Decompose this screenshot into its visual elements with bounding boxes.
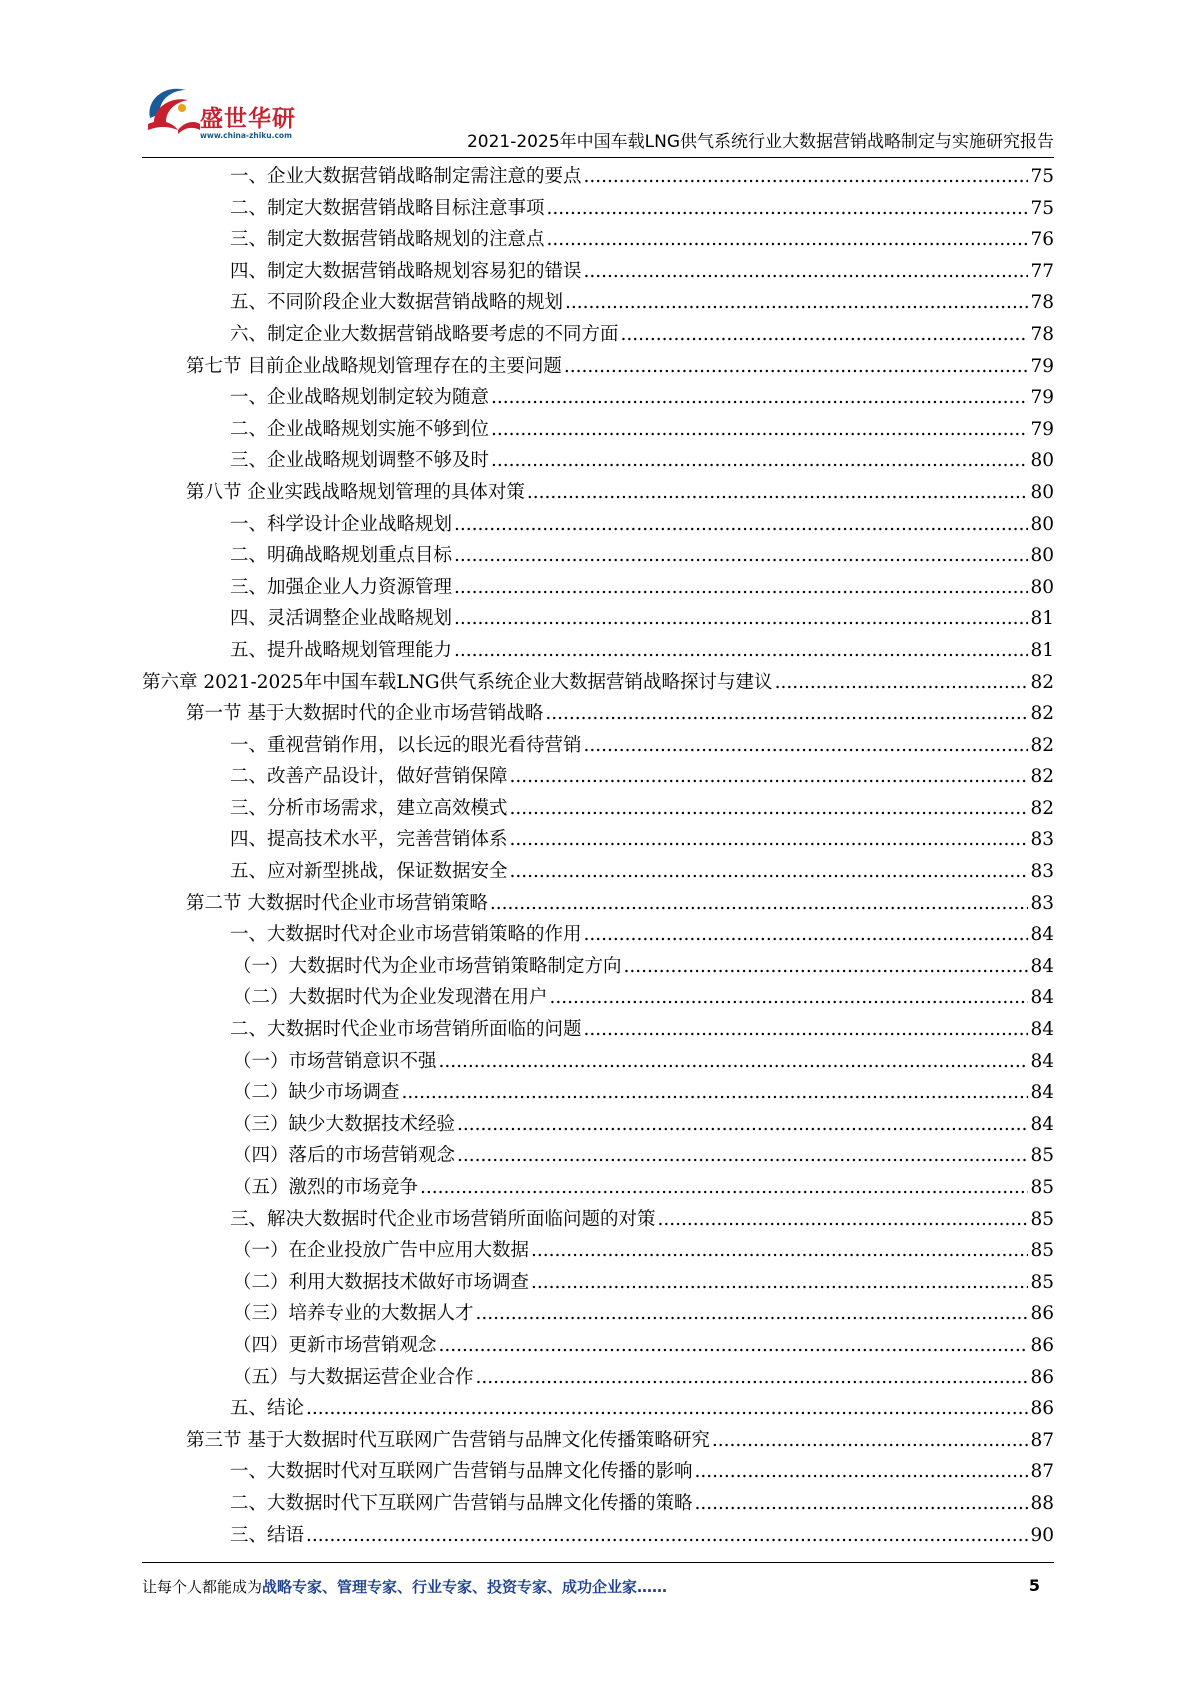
toc-leader-dots	[584, 161, 1029, 193]
toc-leader-dots	[695, 1456, 1029, 1488]
toc-leader-dots	[420, 1172, 1028, 1204]
logo-emblem-icon	[142, 78, 202, 140]
toc-entry[interactable]	[142, 572, 1054, 604]
toc-entry-page: 83	[1030, 861, 1054, 883]
toc-entry-title: （五）与大数据运营企业合作	[233, 1366, 474, 1388]
toc-leader-dots	[454, 509, 1028, 541]
toc-entry-page: 82	[1030, 671, 1054, 693]
toc-entry[interactable]	[142, 888, 1054, 920]
toc-leader-dots	[547, 224, 1029, 256]
toc-entry-title: （四）落后的市场营销观念	[233, 1145, 456, 1167]
toc-entry-page: 81	[1030, 639, 1054, 661]
toc-entry-page: 85	[1030, 1208, 1054, 1230]
toc-entry[interactable]	[142, 1077, 1054, 1109]
toc-entry-page: 82	[1030, 766, 1054, 788]
toc-leader-dots	[454, 540, 1028, 572]
footer-slogan-emphasis: 战略专家、管理专家、行业专家、投资专家、成功企业家……	[262, 1578, 668, 1596]
toc-entry[interactable]	[142, 1172, 1054, 1204]
toc-leader-dots	[775, 667, 1029, 699]
toc-entry-page: 90	[1030, 1524, 1054, 1546]
toc-entry[interactable]	[142, 509, 1054, 541]
page-header	[142, 78, 1054, 156]
toc-leader-dots	[584, 730, 1029, 762]
toc-entry-title: 第八节 企业实践战略规划管理的具体对策	[186, 481, 525, 503]
table-of-contents	[142, 161, 1054, 1551]
toc-entry-title: 一、大数据时代对企业市场营销策略的作用	[230, 924, 582, 946]
logo-url: www.china-zhiku.com	[200, 131, 292, 140]
toc-entry[interactable]	[142, 1204, 1054, 1236]
toc-entry-page: 78	[1030, 323, 1054, 345]
toc-leader-dots	[490, 888, 1029, 920]
toc-entry-title: （三）缺少大数据技术经验	[233, 1113, 456, 1135]
toc-leader-dots	[564, 351, 1029, 383]
toc-entry[interactable]	[142, 1393, 1054, 1425]
toc-entry-page: 85	[1030, 1240, 1054, 1262]
toc-entry-page: 86	[1030, 1303, 1054, 1325]
toc-leader-dots	[658, 1204, 1029, 1236]
toc-entry-page: 83	[1030, 829, 1054, 851]
toc-entry-page: 83	[1030, 892, 1054, 914]
toc-entry[interactable]	[142, 351, 1054, 383]
toc-entry-title: 一、企业大数据营销战略制定需注意的要点	[230, 166, 582, 187]
toc-leader-dots	[454, 603, 1028, 635]
toc-leader-dots	[457, 1140, 1028, 1172]
toc-leader-dots	[531, 1235, 1028, 1267]
toc-entry-page: 85	[1030, 1145, 1054, 1167]
toc-entry[interactable]	[142, 982, 1054, 1014]
toc-leader-dots	[547, 193, 1029, 225]
toc-leader-dots	[584, 919, 1029, 951]
toc-entry[interactable]	[142, 919, 1054, 951]
toc-entry-title: （三）培养专业的大数据人才	[233, 1303, 474, 1325]
toc-entry-page: 82	[1030, 734, 1054, 756]
toc-entry[interactable]	[142, 161, 1054, 193]
toc-entry[interactable]	[142, 667, 1054, 699]
footer-slogan-lead: 让每个人都能成为	[142, 1578, 263, 1596]
toc-entry[interactable]	[142, 698, 1054, 730]
toc-entry[interactable]	[142, 224, 1054, 256]
toc-entry-page: 84	[1030, 1113, 1054, 1135]
footer-divider	[142, 1562, 1054, 1563]
toc-entry[interactable]	[142, 1298, 1054, 1330]
toc-entry[interactable]	[142, 1140, 1054, 1172]
toc-entry[interactable]	[142, 730, 1054, 762]
toc-entry-title: 第二节 大数据时代企业市场营销策略	[186, 892, 488, 914]
toc-entry-title: （一）大数据时代为企业市场营销策略制定方向	[233, 955, 622, 977]
toc-entry[interactable]	[142, 445, 1054, 477]
toc-entry[interactable]	[142, 256, 1054, 288]
toc-entry-page: 84	[1030, 1082, 1054, 1104]
toc-entry-title: 一、科学设计企业战略规划	[230, 513, 453, 535]
toc-entry-page: 85	[1030, 1271, 1054, 1293]
toc-entry[interactable]	[142, 856, 1054, 888]
toc-entry[interactable]	[142, 414, 1054, 446]
toc-leader-dots	[565, 287, 1028, 319]
toc-entry-page: 87	[1030, 1461, 1054, 1483]
toc-leader-dots	[584, 1014, 1029, 1046]
toc-leader-dots	[491, 445, 1028, 477]
toc-leader-dots	[510, 793, 1029, 825]
toc-leader-dots	[491, 414, 1028, 446]
toc-entry[interactable]	[142, 1014, 1054, 1046]
toc-entry[interactable]	[142, 1520, 1054, 1552]
toc-entry[interactable]	[142, 1109, 1054, 1141]
toc-entry-title: （二）利用大数据技术做好市场调查	[233, 1271, 530, 1293]
toc-entry-title: 二、明确战略规划重点目标	[230, 545, 453, 567]
toc-leader-dots	[695, 1488, 1029, 1520]
toc-entry[interactable]	[142, 761, 1054, 793]
toc-entry-title: 四、灵活调整企业战略规划	[230, 608, 453, 630]
toc-entry-title: （二）大数据时代为企业发现潜在用户	[233, 987, 548, 1009]
toc-entry-title: 第三节 基于大数据时代互联网广告营销与品牌文化传播策略研究	[186, 1429, 710, 1451]
toc-leader-dots	[454, 635, 1028, 667]
toc-entry-title: （四）更新市场营销观念	[233, 1334, 437, 1356]
toc-leader-dots	[510, 761, 1029, 793]
header-divider	[142, 157, 1054, 158]
toc-entry-page: 84	[1030, 924, 1054, 946]
toc-entry[interactable]	[142, 1267, 1054, 1299]
toc-leader-dots	[527, 477, 1029, 509]
toc-entry-page: 84	[1030, 987, 1054, 1009]
toc-entry-page: 78	[1030, 292, 1054, 314]
toc-entry-title: （五）激烈的市场竞争	[233, 1177, 419, 1198]
toc-entry-title: 四、提高技术水平，完善营销体系	[230, 829, 508, 851]
toc-entry-title: 第七节 目前企业战略规划管理存在的主要问题	[186, 355, 562, 377]
toc-entry-page: 82	[1030, 703, 1054, 725]
toc-entry-page: 81	[1030, 608, 1054, 630]
toc-leader-dots	[306, 1520, 1028, 1552]
toc-entry-title: （二）缺少市场调查	[233, 1082, 400, 1104]
toc-leader-dots	[621, 319, 1029, 351]
toc-entry[interactable]	[142, 824, 1054, 856]
toc-entry-page: 87	[1030, 1429, 1054, 1451]
toc-leader-dots	[531, 1267, 1028, 1299]
toc-entry[interactable]	[142, 287, 1054, 319]
toc-entry-title: 二、制定大数据营销战略目标注意事项	[230, 197, 545, 219]
toc-entry-title: 二、大数据时代下互联网广告营销与品牌文化传播的策略	[230, 1492, 693, 1514]
toc-entry-page: 79	[1030, 355, 1054, 377]
toc-entry[interactable]	[142, 1425, 1054, 1457]
toc-entry-title: 第一节 基于大数据时代的企业市场营销战略	[186, 703, 544, 725]
toc-entry-page: 80	[1030, 513, 1054, 535]
toc-entry-page: 80	[1030, 545, 1054, 567]
toc-entry-page: 84	[1030, 955, 1054, 977]
toc-entry-title: 一、企业战略规划制定较为随意	[230, 387, 490, 409]
toc-entry-title: 三、结语	[230, 1524, 305, 1546]
toc-leader-dots	[439, 1046, 1029, 1078]
page-footer	[142, 1576, 1054, 1604]
toc-leader-dots	[457, 1109, 1028, 1141]
toc-entry-title: 一、大数据时代对互联网广告营销与品牌文化传播的影响	[230, 1461, 693, 1483]
toc-entry-title: 三、解决大数据时代企业市场营销所面临问题的对策	[230, 1208, 656, 1230]
toc-entry-title: 一、重视营销作用，以长远的眼光看待营销	[230, 734, 582, 756]
toc-entry-page: 77	[1030, 260, 1054, 282]
toc-entry-page: 80	[1030, 481, 1054, 503]
toc-entry[interactable]	[142, 382, 1054, 414]
toc-entry-page: 75	[1030, 166, 1054, 187]
toc-entry-title: 三、加强企业人力资源管理	[230, 576, 453, 598]
toc-leader-dots	[476, 1362, 1029, 1394]
toc-entry[interactable]	[142, 793, 1054, 825]
toc-entry[interactable]	[142, 1456, 1054, 1488]
toc-leader-dots	[712, 1425, 1029, 1457]
toc-entry-page: 86	[1030, 1398, 1054, 1420]
toc-entry-page: 76	[1030, 229, 1054, 251]
toc-leader-dots	[476, 1298, 1029, 1330]
toc-entry-title: 五、不同阶段企业大数据营销战略的规划	[230, 292, 564, 314]
toc-entry[interactable]	[142, 319, 1054, 351]
toc-leader-dots	[510, 824, 1029, 856]
toc-entry-title: 三、分析市场需求，建立高效模式	[230, 797, 508, 819]
toc-leader-dots	[510, 856, 1029, 888]
toc-entry-title: 二、企业战略规划实施不够到位	[230, 418, 490, 440]
toc-entry-page: 84	[1030, 1050, 1054, 1072]
toc-leader-dots	[306, 1393, 1028, 1425]
toc-leader-dots	[454, 572, 1028, 604]
toc-entry-page: 86	[1030, 1366, 1054, 1388]
toc-entry-page: 86	[1030, 1334, 1054, 1356]
company-logo	[142, 78, 312, 150]
toc-leader-dots	[402, 1077, 1029, 1109]
document-title: 2021-2025年中国车载LNG供气系统行业大数据营销战略制定与实施研究报告	[466, 132, 1054, 152]
toc-entry[interactable]	[142, 540, 1054, 572]
toc-entry-page: 80	[1030, 450, 1054, 472]
toc-entry-page: 88	[1030, 1492, 1054, 1514]
toc-entry-title: （一）市场营销意识不强	[233, 1050, 437, 1072]
toc-entry-title: 二、大数据时代企业市场营销所面临的问题	[230, 1019, 582, 1041]
toc-entry-title: 第六章 2021-2025年中国车载LNG供气系统企业大数据营销战略探讨与建议	[142, 671, 773, 693]
toc-entry[interactable]	[142, 1488, 1054, 1520]
toc-entry-title: 五、结论	[230, 1398, 305, 1420]
toc-entry[interactable]	[142, 477, 1054, 509]
toc-entry[interactable]	[142, 1235, 1054, 1267]
toc-entry-title: 三、企业战略规划调整不够及时	[230, 450, 490, 472]
toc-entry-title: 五、提升战略规划管理能力	[230, 639, 453, 661]
toc-entry-title: 二、改善产品设计，做好营销保障	[230, 766, 508, 788]
toc-entry[interactable]	[142, 951, 1054, 983]
toc-entry[interactable]	[142, 193, 1054, 225]
toc-entry[interactable]	[142, 635, 1054, 667]
toc-entry-page: 79	[1030, 387, 1054, 409]
toc-entry-page: 85	[1030, 1177, 1054, 1198]
toc-leader-dots	[491, 382, 1028, 414]
toc-entry-title: 三、制定大数据营销战略规划的注意点	[230, 229, 545, 251]
toc-leader-dots	[439, 1330, 1029, 1362]
toc-entry[interactable]	[142, 1362, 1054, 1394]
toc-entry-page: 84	[1030, 1019, 1054, 1041]
toc-entry-title: 六、制定企业大数据营销战略要考虑的不同方面	[230, 323, 619, 345]
toc-leader-dots	[584, 256, 1029, 288]
toc-leader-dots	[624, 951, 1029, 983]
toc-entry-title: 四、制定大数据营销战略规划容易犯的错误	[230, 260, 582, 282]
toc-entry[interactable]	[142, 603, 1054, 635]
page-number: 5	[1028, 1576, 1040, 1595]
toc-entry-page: 80	[1030, 576, 1054, 598]
toc-entry[interactable]	[142, 1046, 1054, 1078]
toc-entry-title: （一）在企业投放广告中应用大数据	[233, 1240, 530, 1262]
toc-leader-dots	[545, 698, 1028, 730]
toc-entry-page: 79	[1030, 418, 1054, 440]
toc-leader-dots	[550, 982, 1029, 1014]
toc-entry-page: 75	[1030, 197, 1054, 219]
logo-name: 盛世华研	[200, 106, 296, 132]
toc-entry-page: 82	[1030, 797, 1054, 819]
toc-entry-title: 五、应对新型挑战，保证数据安全	[230, 861, 508, 883]
toc-entry[interactable]	[142, 1330, 1054, 1362]
